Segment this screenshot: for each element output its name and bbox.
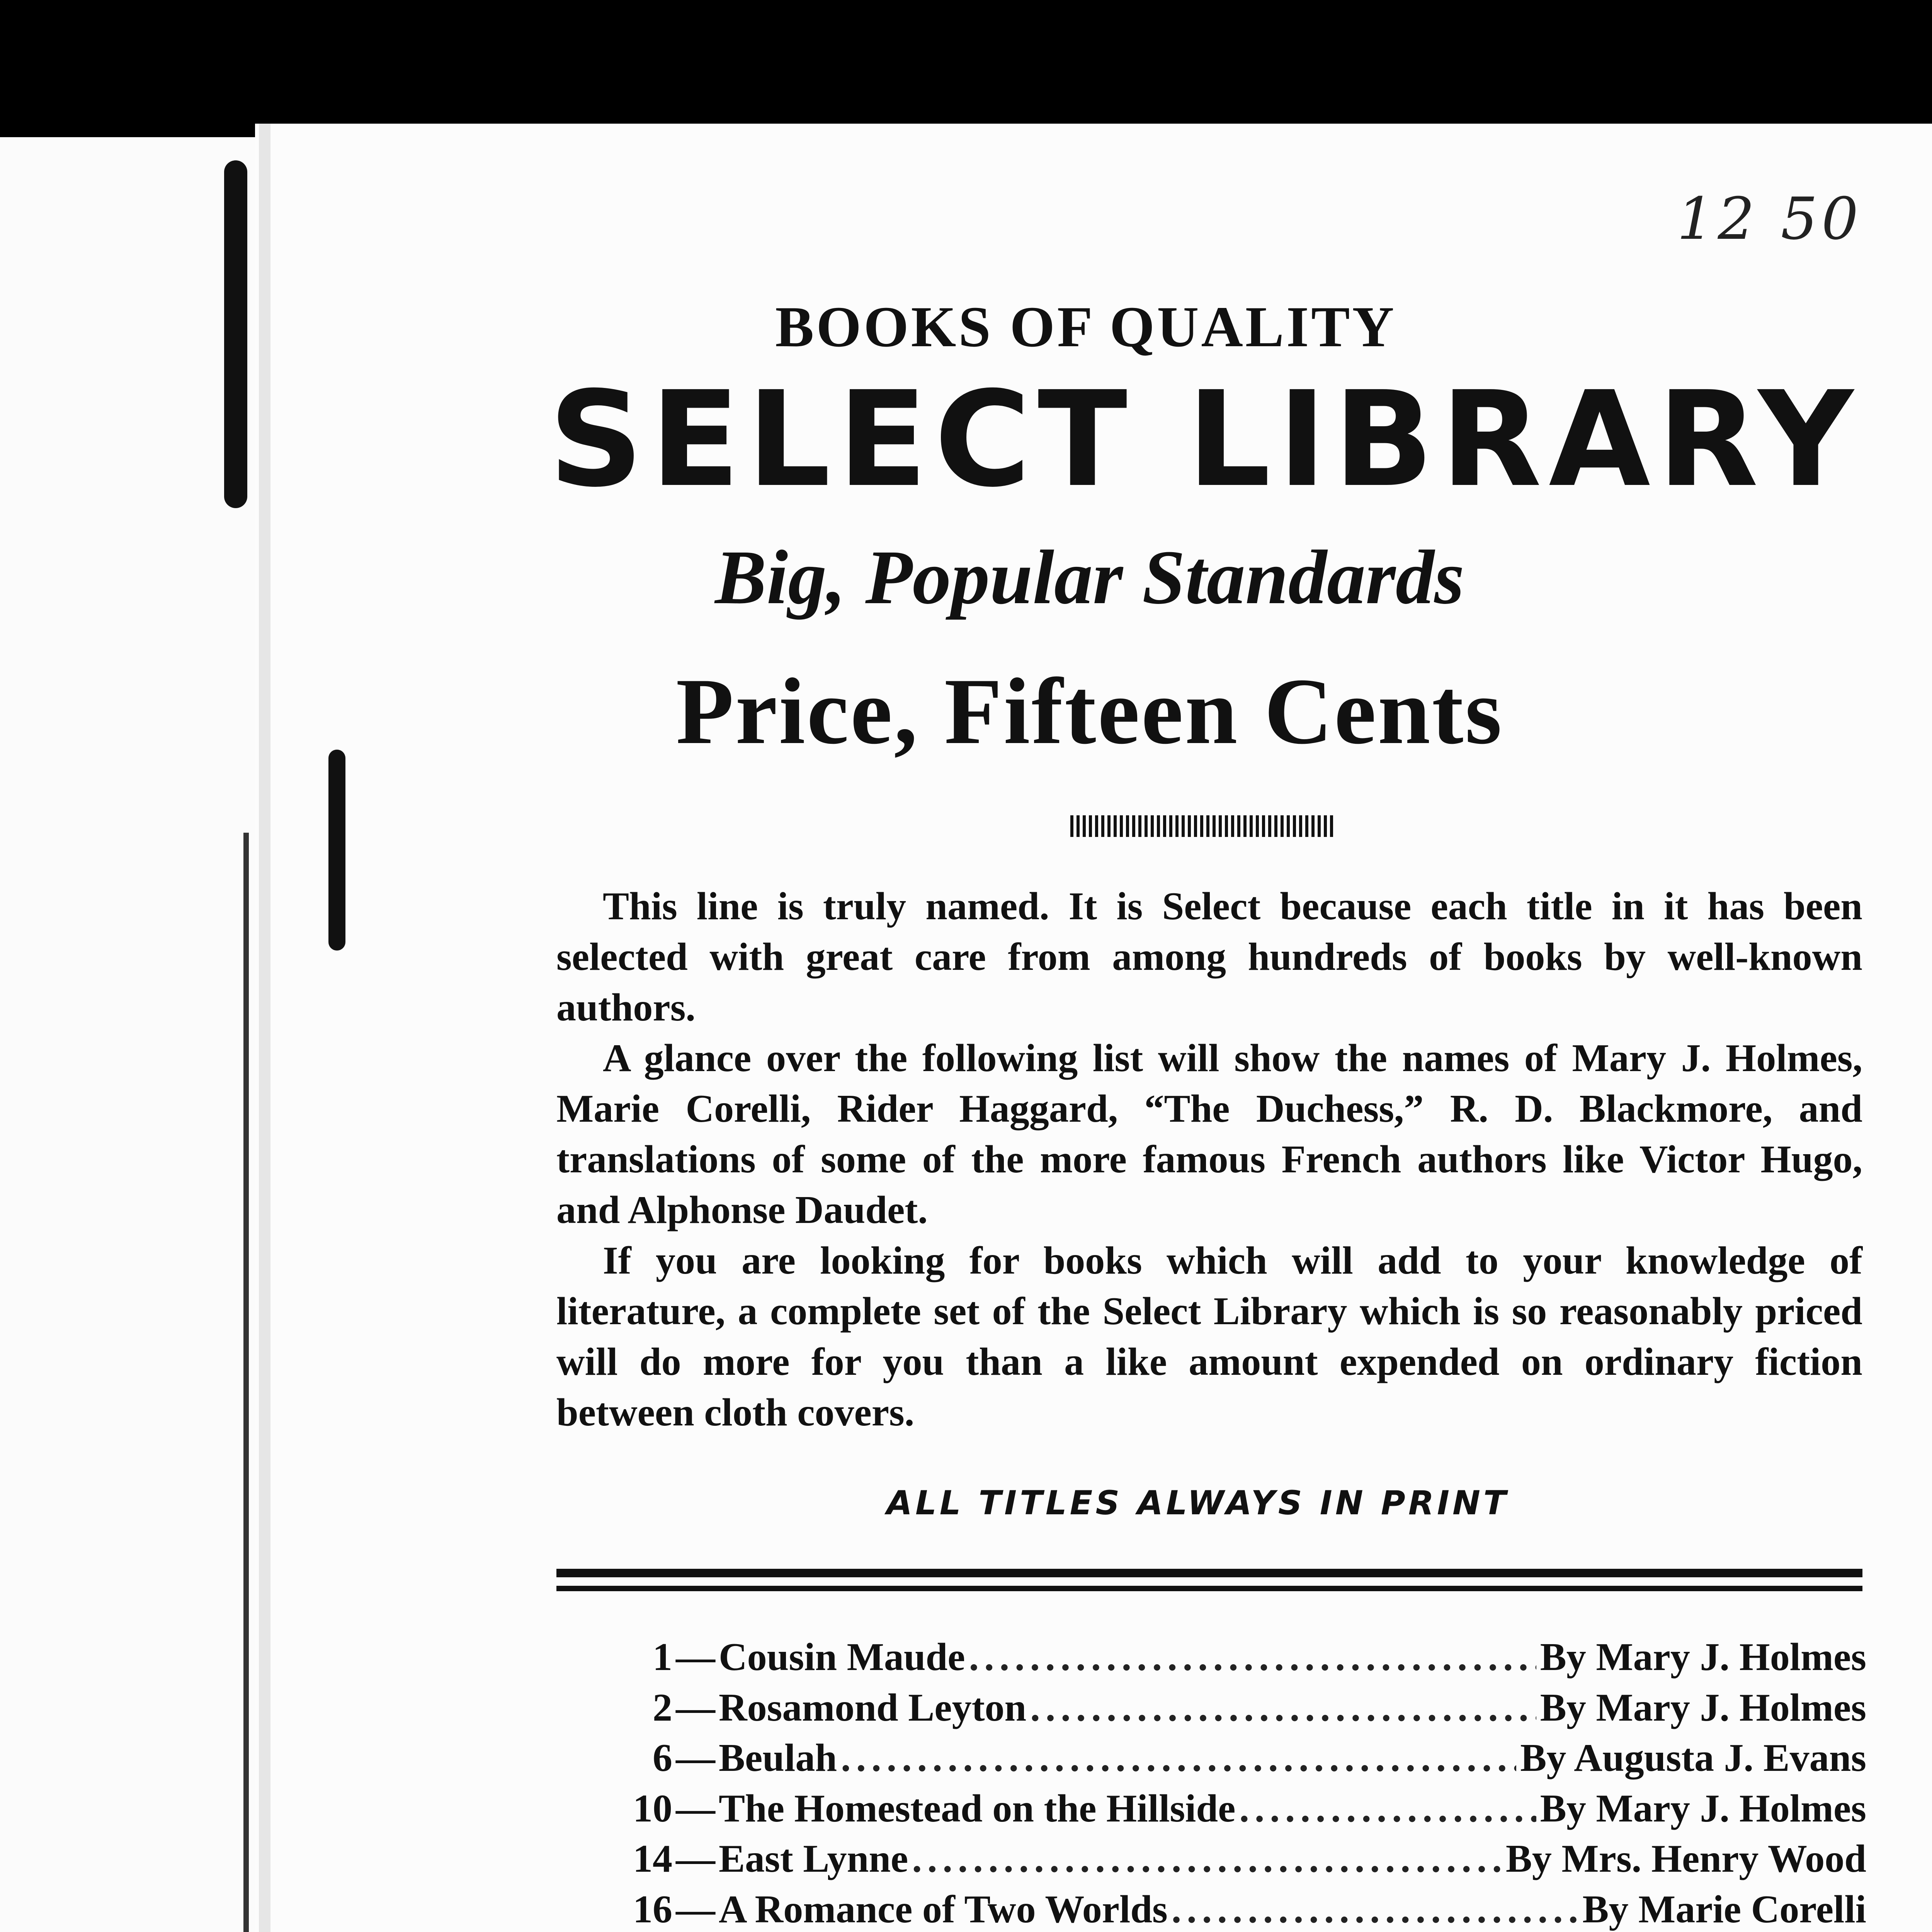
list-item [595,1786,1866,1837]
book-author: By Mary J. Holmes [1540,1635,1866,1679]
book-title: East Lynne [719,1837,908,1881]
book-title: Rosamond Leyton [719,1685,1027,1730]
dash: — [676,1685,715,1730]
dash: — [676,1635,715,1679]
list-item [595,1735,1866,1786]
book-title: Beulah [719,1736,837,1780]
list-item [595,1634,1866,1685]
leader-dots [1030,1685,1536,1730]
intro-paragraph: This line is truly named. It is Select because each title in it has been selected with great care from among hundreds of books by well-known authors. [556,884,1862,1029]
double-rule-bottom [556,1586,1862,1591]
double-rule-top [556,1569,1862,1577]
page-title: SELECT LIBRARY [549,363,1861,516]
binding-mark [224,160,247,508]
book-author: By Mrs. Henry Wood [1505,1837,1866,1881]
dash: — [676,1786,715,1830]
book-title: The Homestead on the Hillside [719,1786,1236,1830]
dash: — [676,1736,715,1780]
title-number: 2 [653,1685,672,1730]
dash: — [676,1837,715,1881]
title-number: 10 [633,1786,672,1830]
leader-dots [912,1836,1502,1881]
leader-dots [841,1735,1516,1781]
book-author: By Mary J. Holmes [1540,1685,1866,1730]
leader-dots [969,1634,1536,1680]
left-page-leaf [0,137,258,1932]
list-item [595,1685,1866,1736]
intro-paragraph: A glance over the following list will show the names of Mary J. Holmes, Marie Corelli, Rider Haggard, “The Duchess,” R. D. Blackmore, and translations of some of the more famous French authors like Victor Hugo, and Alphonse Daudet. [556,1036,1862,1232]
price-heading: Price, Fifteen Cents [676,659,1503,764]
book-author: By Mary J. Holmes [1540,1786,1866,1830]
scanned-page [255,124,1932,1932]
dash: — [676,1887,715,1931]
leader-dots [1239,1786,1536,1831]
title-list [595,1634,1866,1932]
binding-edge [243,833,249,1932]
book-author: By Marie Corelli [1582,1887,1866,1931]
list-item [595,1836,1866,1887]
intro-text [556,881,1862,1438]
kicker-heading: BOOKS OF QUALITY [775,295,1396,359]
title-number: 6 [653,1736,672,1780]
title-number: 14 [633,1837,672,1881]
list-item [595,1887,1866,1932]
book-title: Cousin Maude [719,1635,965,1679]
intro-paragraph: If you are looking for books which will add to your knowledge of literature, a complete set of the Select Library which is so reasonably priced will do more for you than a like amount expended on ordinary fiction between cloth covers. [556,1239,1862,1434]
title-number: 1 [653,1635,672,1679]
leader-dots [1172,1887,1579,1932]
title-number: 16 [633,1887,672,1931]
spine-shadow [259,124,270,1932]
handwritten-price-note: 12 50 [1677,185,1862,253]
book-title: A Romance of Two Worlds [719,1887,1168,1931]
staple-top [328,750,345,951]
book-author: By Augusta J. Evans [1520,1736,1866,1780]
ornament-divider [1070,815,1333,837]
subtitle: Big, Popular Standards [715,535,1464,620]
all-titles-note: ALL TITLES ALWAYS IN PRINT [886,1484,1509,1522]
